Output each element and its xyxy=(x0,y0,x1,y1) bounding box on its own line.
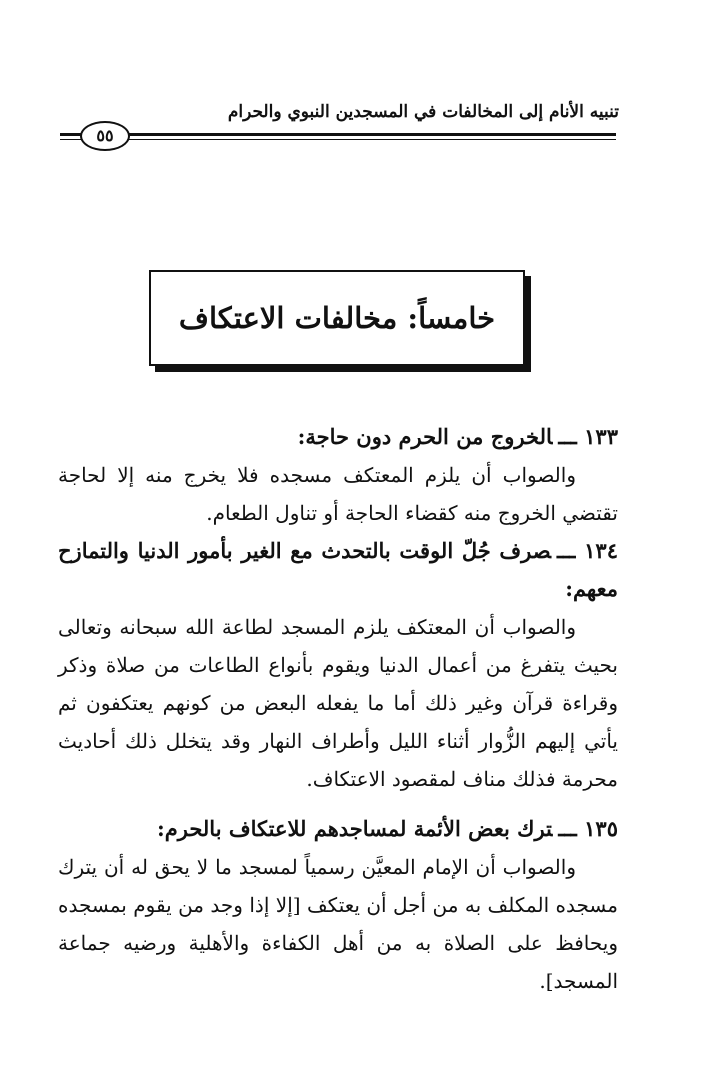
item-heading-134 xyxy=(58,532,618,608)
item-body-135: والصواب أن الإمام المعيَّن رسمياً لمسجد ما لا يحق له أن يترك مسجده المكلف به من أجل أن يعتكف [إلا إذا وجد من يقوم بمسجده ويحافظ على الصلاة به من أهل الكفاءة والأهلية ورضيه جماعة المسجد]. xyxy=(58,855,618,993)
running-header-title: تنبيه الأنام إلى المخالفات في المسجدين النبوي والحرام xyxy=(227,102,619,122)
item-heading-text: ترك بعض الأئمة لمساجدهم للاعتكاف بالحرم: xyxy=(157,816,553,841)
item-heading-text: صرف جُلّ الوقت بالتحدث مع الغير بأمور الدنيا والتمازح معهم: xyxy=(58,538,618,601)
section-title-box xyxy=(149,270,525,366)
item-heading-135 xyxy=(58,810,618,848)
item-heading-text: الخروج من الحرم دون حاجة: xyxy=(297,424,553,449)
page-content xyxy=(58,418,618,1000)
item-number: ١٣٥ ـــ xyxy=(558,816,618,841)
header-rule-thick xyxy=(60,133,616,136)
item-heading-133 xyxy=(58,418,618,456)
item-number: ١٣٣ ـــ xyxy=(558,424,618,449)
spacer xyxy=(58,798,618,810)
item-body-133: والصواب أن يلزم المعتكف مسجده فلا يخرج منه إلا لحاجة تقتضي الخروج منه كقضاء الحاجة أو تناول الطعام. xyxy=(58,463,618,525)
page-number: ٥٥ xyxy=(80,121,130,151)
section-title: خامساً: مخالفات الاعتكاف xyxy=(178,301,496,335)
header-rule-thin xyxy=(60,139,616,140)
item-body-134: والصواب أن المعتكف يلزم المسجد لطاعة الله سبحانه وتعالى بحيث يتفرغ من أعمال الدنيا ويقوم بأنواع الطاعات من صلاة وذكر وقراءة قرآن وغير ذلك أما ما يفعله البعض من كونهم يعتكفون ثم يأتي إليهم الزُّوار أثناء الليل وأطراف النهار وقد يتخلل ذلك أحاديث محرمة فذلك مناف لمقصود الاعتكاف. xyxy=(58,615,618,791)
item-number: ١٣٤ ـــ xyxy=(557,538,618,563)
